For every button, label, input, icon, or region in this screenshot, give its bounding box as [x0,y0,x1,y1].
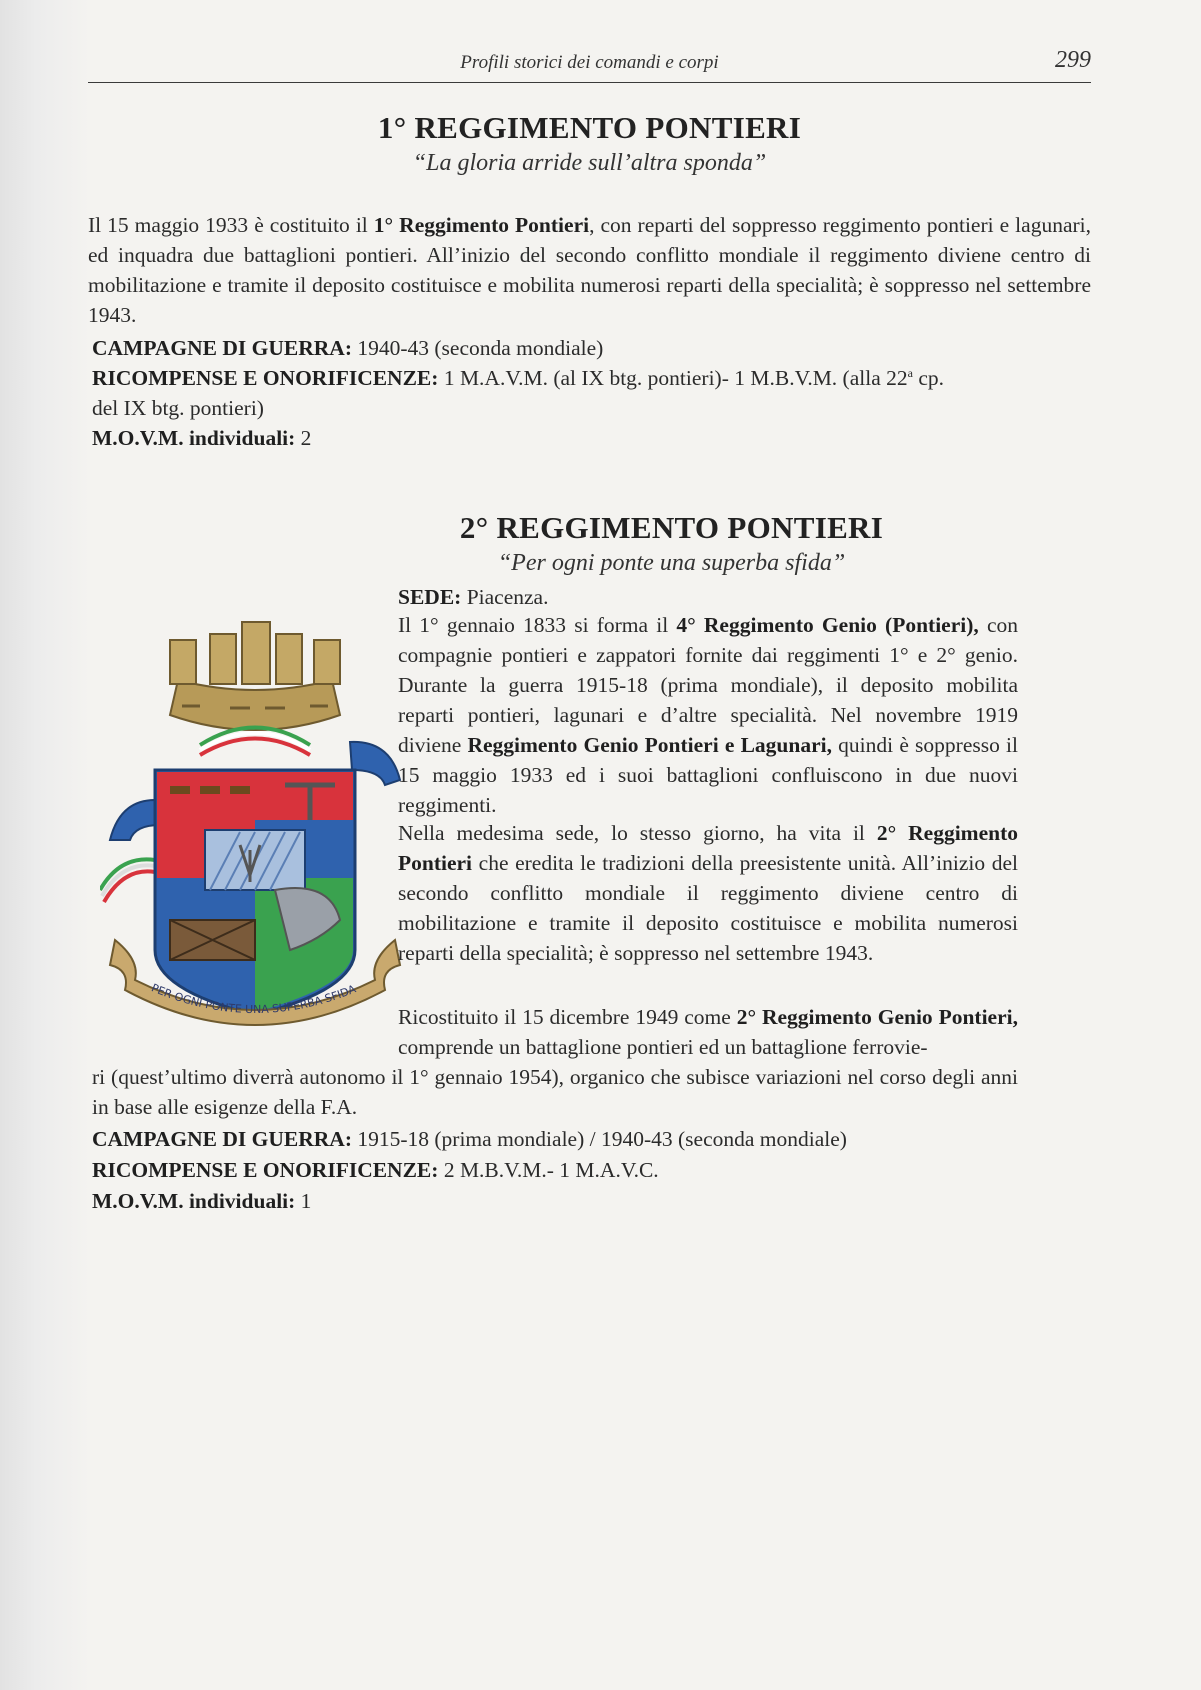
section2-paragraph-3: Ricostituito il 15 dicembre 1949 come 2° Reggimento Genio Pontieri, comprende un battaglione pontieri ed un battaglione ferrovie- [398,1005,1018,1059]
section2-motto: “Per ogni ponte una superba sfida” [497,550,846,576]
page-number: 299 [1055,47,1091,73]
section2-paragraph-1: Il 1° gennaio 1833 si forma il 4° Reggimento Genio (Pontieri), con compagnie pontieri e zappatori fornite dai reggimenti 1° e 2° genio. Durante la guerra 1915-18 (prima mondiale), il deposito mobilita reparti pontieri, lagunari e d’altre specialità. Nel novembre 1919 diviene Reggimento Genio Pontieri e Lagunari, quindi è soppresso il 15 maggio 1933 ed i suoi battaglioni confluiscono in due nuovi reggimenti. [398,613,1018,817]
running-head [88,47,1091,83]
running-title: Profili storici dei comandi e corpi [460,52,719,73]
mural-crown-icon [170,622,340,730]
section1-ricompense-cont: del IX btg. pontieri) [92,396,264,420]
section2-sede: SEDE: Piacenza. [398,585,549,609]
section1-paragraph: Il 15 maggio 1933 è costituito il 1° Reggimento Pontieri, con reparti del soppresso reggimento pontieri e lagunari, ed inquadra due battaglioni pontieri. All’inizio del secondo conflitto mondiale il reggimento diviene centro di mobilitazione e tramite il deposito costituisce e mobilita numerosi reparti della specialità; è soppresso nel settembre 1943. [88,213,1091,327]
section2-paragraph-3-cont: ri (quest’ultimo diverrà autonomo il 1° gennaio 1954), organico che subisce variazioni nel corso degli anni in base alle esigenze della F.A. [92,1065,1018,1119]
section1-motto: “La gloria arride sull’altra sponda” [412,150,767,176]
section2-movm: M.O.V.M. individuali: 1 [92,1189,312,1213]
section1-campagne: CAMPAGNE DI GUERRA: 1940-43 (seconda mondiale) [92,336,604,360]
section1-movm: M.O.V.M. individuali: 2 [92,426,312,450]
section2-ricompense: RICOMPENSE E ONORIFICENZE: 2 M.B.V.M.- 1 M.A.V.C. [92,1158,659,1182]
section1-title: 1° REGGIMENTO PONTIERI [377,110,802,145]
section2-title: 2° REGGIMENTO PONTIERI [459,510,884,545]
section2-campagne: CAMPAGNE DI GUERRA: 1915-18 (prima mondiale) / 1940-43 (seconda mondiale) [92,1127,847,1151]
section2-paragraph-2: Nella medesima sede, lo stesso giorno, ha vita il 2° Reggimento Pontieri che eredita le tradizioni della preesistente unità. All’inizio del secondo conflitto mondiale il reggimento diviene centro di mobilitazione e tramite il deposito costituisce e mobilita numerosi reparti della specialità; è soppresso nel settembre 1943. [398,821,1018,965]
shield-icon [155,770,355,1015]
regimental-crest [100,620,410,1040]
section1-ricompense: RICOMPENSE E ONORIFICENZE: 1 M.A.V.M. (al IX btg. pontieri)- 1 M.B.V.M. (alla 22$^a$ cp. [92,365,945,390]
ribbon-text: PER OGNI PONTE UNA SUPERBA SFIDA [149,981,358,1017]
